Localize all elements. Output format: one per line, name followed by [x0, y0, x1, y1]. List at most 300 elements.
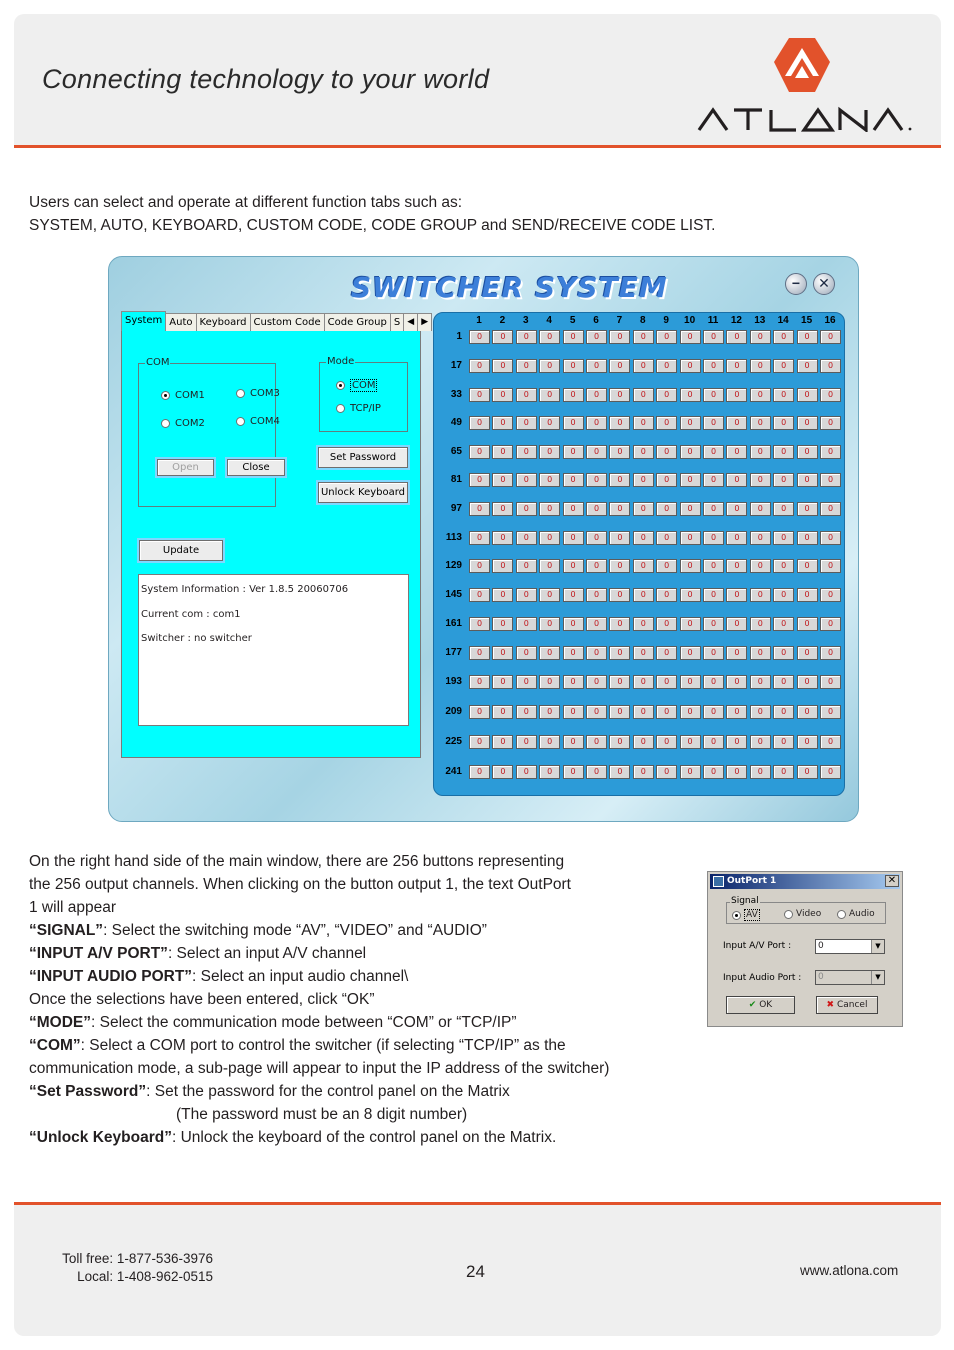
output-channel-button[interactable]: 0 — [820, 359, 841, 373]
output-channel-button[interactable]: 0 — [750, 330, 771, 344]
output-channel-button[interactable]: 0 — [539, 617, 560, 631]
output-channel-button[interactable]: 0 — [726, 388, 747, 402]
output-channel-button[interactable]: 0 — [586, 646, 607, 660]
output-channel-button[interactable]: 0 — [539, 531, 560, 545]
output-channel-button[interactable]: 0 — [563, 559, 584, 573]
output-channel-button[interactable]: 0 — [703, 359, 724, 373]
output-channel-button[interactable]: 0 — [492, 473, 513, 487]
output-channel-button[interactable]: 0 — [492, 531, 513, 545]
output-channel-button[interactable]: 0 — [586, 617, 607, 631]
output-channel-button[interactable]: 0 — [516, 705, 537, 719]
output-channel-button[interactable]: 0 — [633, 445, 654, 459]
com-group-label: COM — [146, 357, 170, 368]
output-channel-button[interactable]: 0 — [563, 445, 584, 459]
output-channel-button[interactable]: 0 — [516, 588, 537, 602]
set-password-button[interactable]: Set Password — [318, 447, 408, 468]
output-channel-button[interactable]: 0 — [492, 646, 513, 660]
output-channel-button[interactable]: 0 — [609, 675, 630, 689]
output-channel-button[interactable]: 0 — [703, 705, 724, 719]
output-channel-button[interactable]: 0 — [703, 330, 724, 344]
output-channel-button[interactable]: 0 — [516, 330, 537, 344]
output-channel-button[interactable]: 0 — [797, 559, 818, 573]
output-channel-button[interactable]: 0 — [656, 330, 677, 344]
set-password-note: (The password must be an 8 digit number) — [176, 1106, 468, 1123]
output-channel-button[interactable]: 0 — [820, 502, 841, 516]
output-channel-button[interactable]: 0 — [773, 359, 794, 373]
output-channel-button[interactable]: 0 — [633, 646, 654, 660]
output-channel-button[interactable]: 0 — [469, 735, 490, 749]
output-channel-button[interactable]: 0 — [703, 445, 724, 459]
output-channel-button[interactable]: 0 — [633, 473, 654, 487]
output-channel-button[interactable]: 0 — [563, 735, 584, 749]
output-channel-button[interactable]: 0 — [680, 559, 701, 573]
output-channel-button[interactable]: 0 — [797, 359, 818, 373]
output-channel-button[interactable]: 0 — [726, 675, 747, 689]
output-channel-button[interactable]: 0 — [492, 705, 513, 719]
dialog-close-icon[interactable]: ✕ — [885, 875, 899, 887]
output-channel-button[interactable]: 0 — [750, 735, 771, 749]
output-channel-button[interactable]: 0 — [797, 388, 818, 402]
output-channel-button[interactable]: 0 — [539, 502, 560, 516]
output-channel-button[interactable]: 0 — [586, 359, 607, 373]
tab-send-receive[interactable]: S — [390, 313, 404, 331]
output-channel-button[interactable]: 0 — [539, 416, 560, 430]
output-channel-button[interactable]: 0 — [750, 559, 771, 573]
output-channel-button[interactable]: 0 — [773, 646, 794, 660]
output-channel-button[interactable]: 0 — [726, 559, 747, 573]
output-channel-button[interactable]: 0 — [539, 588, 560, 602]
output-channel-button[interactable]: 0 — [726, 473, 747, 487]
output-channel-button[interactable]: 0 — [469, 473, 490, 487]
output-channel-button[interactable]: 0 — [609, 646, 630, 660]
output-channel-button[interactable]: 0 — [469, 588, 490, 602]
output-channel-button[interactable]: 0 — [516, 559, 537, 573]
tab-auto[interactable]: Auto — [165, 313, 196, 331]
output-channel-button[interactable]: 0 — [750, 646, 771, 660]
output-channel-button[interactable]: 0 — [773, 416, 794, 430]
output-channel-button[interactable]: 0 — [750, 502, 771, 516]
output-channel-button[interactable]: 0 — [773, 675, 794, 689]
com1-radio[interactable]: COM1 — [161, 390, 205, 401]
output-channel-button[interactable]: 0 — [820, 705, 841, 719]
signal-av-radio[interactable]: AV — [732, 909, 760, 921]
output-channel-button[interactable]: 0 — [539, 735, 560, 749]
output-channel-button[interactable]: 0 — [750, 388, 771, 402]
output-channel-button[interactable]: 0 — [773, 531, 794, 545]
output-channel-button[interactable]: 0 — [586, 445, 607, 459]
output-channel-button[interactable]: 0 — [539, 765, 560, 779]
output-channel-button[interactable]: 0 — [563, 502, 584, 516]
output-channel-button[interactable]: 0 — [820, 675, 841, 689]
output-channel-button[interactable]: 0 — [633, 416, 654, 430]
output-channel-button[interactable]: 0 — [680, 416, 701, 430]
output-channel-button[interactable]: 0 — [469, 617, 490, 631]
output-channel-button[interactable]: 0 — [492, 735, 513, 749]
output-channel-button[interactable]: 0 — [656, 359, 677, 373]
output-channel-button[interactable]: 0 — [633, 705, 654, 719]
output-channel-button[interactable]: 0 — [586, 588, 607, 602]
output-channel-button[interactable]: 0 — [703, 646, 724, 660]
output-channel-button[interactable]: 0 — [539, 359, 560, 373]
output-channel-button[interactable]: 0 — [703, 735, 724, 749]
output-channel-button[interactable]: 0 — [609, 617, 630, 631]
output-channel-button[interactable]: 0 — [726, 765, 747, 779]
output-channel-button[interactable]: 0 — [563, 359, 584, 373]
output-channel-button[interactable]: 0 — [633, 531, 654, 545]
tab-custom-code[interactable]: Custom Code — [250, 313, 325, 331]
output-channel-button[interactable]: 0 — [586, 388, 607, 402]
output-channel-button[interactable]: 0 — [469, 559, 490, 573]
output-channel-button[interactable]: 0 — [820, 531, 841, 545]
output-channel-button[interactable]: 0 — [492, 359, 513, 373]
output-channel-button[interactable]: 0 — [609, 531, 630, 545]
output-channel-button[interactable]: 0 — [820, 735, 841, 749]
output-channel-button[interactable]: 0 — [680, 617, 701, 631]
dialog-title-bar — [710, 874, 900, 889]
output-channel-button[interactable]: 0 — [563, 330, 584, 344]
website-link[interactable]: www.atlona.com — [800, 1263, 899, 1278]
output-channel-button[interactable]: 0 — [516, 675, 537, 689]
output-channel-button[interactable]: 0 — [492, 416, 513, 430]
output-channel-button[interactable]: 0 — [563, 705, 584, 719]
output-channel-button[interactable]: 0 — [469, 359, 490, 373]
output-channel-button[interactable]: 0 — [563, 388, 584, 402]
output-channel-button[interactable]: 0 — [516, 617, 537, 631]
tagline: Connecting technology to your world — [42, 64, 490, 94]
output-channel-button[interactable]: 0 — [656, 531, 677, 545]
output-channel-button[interactable]: 0 — [609, 416, 630, 430]
output-channel-button[interactable]: 0 — [563, 531, 584, 545]
output-channel-button[interactable]: 0 — [750, 445, 771, 459]
footer-contacts — [35, 1250, 213, 1286]
tab-keyboard[interactable]: Keyboard — [196, 313, 251, 331]
output-channel-button[interactable]: 0 — [492, 502, 513, 516]
output-channel-button[interactable]: 0 — [586, 559, 607, 573]
output-channel-button[interactable]: 0 — [492, 559, 513, 573]
output-channel-button[interactable]: 0 — [516, 502, 537, 516]
output-channel-button[interactable]: 0 — [539, 445, 560, 459]
output-channel-button[interactable]: 0 — [586, 735, 607, 749]
output-channel-button[interactable]: 0 — [680, 445, 701, 459]
column-header: 13 — [754, 315, 766, 326]
output-channel-button[interactable]: 0 — [469, 646, 490, 660]
output-channel-button[interactable]: 0 — [773, 735, 794, 749]
output-channel-button[interactable]: 0 — [656, 502, 677, 516]
output-channel-button[interactable]: 0 — [820, 445, 841, 459]
row-label: 97 — [450, 503, 462, 514]
output-channel-button[interactable]: 0 — [656, 588, 677, 602]
output-channel-button[interactable]: 0 — [586, 502, 607, 516]
output-channel-button[interactable]: 0 — [656, 559, 677, 573]
output-channel-button[interactable]: 0 — [633, 559, 654, 573]
output-channel-button[interactable]: 0 — [797, 735, 818, 749]
output-channel-button[interactable]: 0 — [773, 445, 794, 459]
output-channel-button[interactable]: 0 — [797, 617, 818, 631]
output-channel-button[interactable]: 0 — [703, 502, 724, 516]
output-channel-button[interactable]: 0 — [750, 675, 771, 689]
output-channel-button[interactable]: 0 — [680, 473, 701, 487]
output-channel-button[interactable]: 0 — [703, 588, 724, 602]
output-channel-button[interactable]: 0 — [539, 330, 560, 344]
output-channel-button[interactable]: 0 — [492, 588, 513, 602]
output-channel-button[interactable]: 0 — [726, 646, 747, 660]
output-channel-button[interactable]: 0 — [726, 705, 747, 719]
output-channel-button[interactable]: 0 — [726, 359, 747, 373]
output-channel-button[interactable]: 0 — [539, 473, 560, 487]
output-channel-button[interactable]: 0 — [469, 531, 490, 545]
output-channel-button[interactable]: 0 — [680, 646, 701, 660]
output-channel-button[interactable]: 0 — [492, 445, 513, 459]
output-channel-button[interactable]: 0 — [820, 559, 841, 573]
output-channel-button[interactable]: 0 — [656, 388, 677, 402]
output-channel-button[interactable]: 0 — [703, 559, 724, 573]
output-channel-button[interactable]: 0 — [773, 473, 794, 487]
output-channel-button[interactable]: 0 — [656, 705, 677, 719]
output-channel-button[interactable]: 0 — [539, 675, 560, 689]
mode-tcpip-radio[interactable]: TCP/IP — [336, 403, 381, 414]
output-channel-button[interactable]: 0 — [586, 416, 607, 430]
output-channel-button[interactable]: 0 — [726, 502, 747, 516]
output-channel-button[interactable]: 0 — [609, 502, 630, 516]
output-channel-button[interactable]: 0 — [797, 646, 818, 660]
output-channel-button[interactable]: 0 — [516, 359, 537, 373]
output-channel-button[interactable]: 0 — [750, 359, 771, 373]
output-channel-button[interactable]: 0 — [703, 617, 724, 631]
output-channel-button[interactable]: 0 — [820, 617, 841, 631]
output-channel-button[interactable]: 0 — [773, 330, 794, 344]
output-channel-button[interactable]: 0 — [797, 473, 818, 487]
output-channel-button[interactable]: 0 — [797, 502, 818, 516]
com-desc-2: communication mode, a sub-page will appear to input the IP address of the switcher) — [29, 1060, 610, 1077]
output-channel-button[interactable]: 0 — [656, 473, 677, 487]
output-channel-button[interactable]: 0 — [586, 473, 607, 487]
output-channel-button[interactable]: 0 — [750, 765, 771, 779]
input-av-line — [29, 942, 749, 965]
output-channel-button[interactable]: 0 — [609, 765, 630, 779]
row-label: 209 — [445, 706, 462, 717]
output-channel-button[interactable]: 0 — [563, 675, 584, 689]
close-button[interactable]: Close — [227, 459, 285, 476]
signal-video-radio[interactable]: Video — [784, 909, 821, 919]
mode-com-radio[interactable]: COM — [336, 379, 377, 392]
output-channel-button[interactable]: 0 — [586, 705, 607, 719]
output-channel-button[interactable]: 0 — [563, 588, 584, 602]
output-channel-button[interactable]: 0 — [773, 705, 794, 719]
output-channel-button[interactable]: 0 — [633, 330, 654, 344]
output-channel-button[interactable]: 0 — [609, 388, 630, 402]
output-channel-button[interactable]: 0 — [516, 735, 537, 749]
output-channel-button[interactable]: 0 — [797, 531, 818, 545]
output-channel-button[interactable]: 0 — [820, 588, 841, 602]
output-channel-button[interactable]: 0 — [750, 705, 771, 719]
output-channel-button[interactable]: 0 — [750, 531, 771, 545]
output-channel-button[interactable]: 0 — [750, 416, 771, 430]
output-channel-button[interactable]: 0 — [680, 588, 701, 602]
output-channel-button[interactable]: 0 — [563, 617, 584, 631]
output-channel-button[interactable]: 0 — [703, 675, 724, 689]
output-channel-button[interactable]: 0 — [797, 588, 818, 602]
output-channel-button[interactable]: 0 — [773, 559, 794, 573]
output-channel-button[interactable]: 0 — [516, 388, 537, 402]
input-av-select[interactable]: 0 ▼ — [815, 939, 885, 954]
ok-button[interactable]: ✔ OK — [726, 996, 795, 1014]
output-channel-button[interactable]: 0 — [726, 416, 747, 430]
output-channel-button[interactable]: 0 — [492, 388, 513, 402]
tab-system[interactable]: System — [121, 311, 166, 331]
output-channel-button[interactable]: 0 — [539, 388, 560, 402]
output-channel-button[interactable]: 0 — [539, 646, 560, 660]
output-channel-button[interactable]: 0 — [726, 330, 747, 344]
output-channel-button[interactable]: 0 — [469, 416, 490, 430]
tab-scroll-left-icon[interactable]: ◀ — [403, 313, 418, 331]
output-channel-button[interactable]: 0 — [492, 765, 513, 779]
output-channel-button[interactable]: 0 — [797, 765, 818, 779]
output-channel-button[interactable]: 0 — [633, 675, 654, 689]
com4-radio[interactable]: COM4 — [236, 416, 280, 427]
output-channel-button[interactable]: 0 — [726, 617, 747, 631]
system-info-box[interactable] — [138, 574, 409, 726]
output-channel-button[interactable]: 0 — [586, 765, 607, 779]
minimize-icon[interactable]: − — [785, 273, 807, 295]
output-channel-button[interactable]: 0 — [586, 675, 607, 689]
open-button[interactable]: Open — [157, 459, 214, 476]
output-channel-button[interactable]: 0 — [469, 388, 490, 402]
input-audio-select[interactable]: 0 ▼ — [815, 970, 885, 985]
output-channel-button[interactable]: 0 — [703, 416, 724, 430]
output-channel-button[interactable]: 0 — [726, 445, 747, 459]
output-channel-button[interactable]: 0 — [797, 705, 818, 719]
output-channel-button[interactable]: 0 — [703, 531, 724, 545]
output-channel-button[interactable]: 0 — [609, 359, 630, 373]
output-channel-button[interactable]: 0 — [516, 646, 537, 660]
output-channel-button[interactable]: 0 — [516, 416, 537, 430]
output-channel-button[interactable]: 0 — [633, 617, 654, 631]
output-channel-button[interactable]: 0 — [633, 735, 654, 749]
output-channel-button[interactable]: 0 — [703, 765, 724, 779]
output-channel-button[interactable]: 0 — [656, 416, 677, 430]
output-channel-button[interactable]: 0 — [563, 416, 584, 430]
output-channel-button[interactable]: 0 — [469, 502, 490, 516]
output-channel-button[interactable]: 0 — [773, 765, 794, 779]
output-channel-button[interactable]: 0 — [492, 330, 513, 344]
output-channel-button[interactable]: 0 — [469, 705, 490, 719]
output-channel-button[interactable]: 0 — [820, 765, 841, 779]
close-icon[interactable]: ✕ — [813, 273, 835, 295]
output-channel-button[interactable]: 0 — [609, 445, 630, 459]
output-channel-button[interactable]: 0 — [656, 765, 677, 779]
output-channel-button[interactable]: 0 — [750, 617, 771, 631]
row-label: 113 — [445, 532, 462, 543]
output-channel-button[interactable]: 0 — [539, 705, 560, 719]
output-channel-button[interactable]: 0 — [609, 559, 630, 573]
output-channel-button[interactable]: 0 — [633, 502, 654, 516]
output-channel-button[interactable]: 0 — [609, 705, 630, 719]
tab-scroll-right-icon[interactable]: ▶ — [417, 313, 432, 331]
output-channel-button[interactable]: 0 — [492, 617, 513, 631]
output-channel-button[interactable]: 0 — [609, 330, 630, 344]
output-channel-button[interactable]: 0 — [680, 675, 701, 689]
output-channel-button[interactable]: 0 — [726, 735, 747, 749]
output-channel-button[interactable]: 0 — [820, 330, 841, 344]
output-channel-button[interactable]: 0 — [680, 330, 701, 344]
checkmark-icon: ✔ — [748, 1000, 757, 1010]
output-channel-button[interactable]: 0 — [797, 675, 818, 689]
output-channel-button[interactable]: 0 — [633, 359, 654, 373]
unlock-keyboard-button[interactable]: Unlock Keyboard — [318, 482, 408, 503]
unlock-line — [29, 1126, 749, 1149]
output-channel-button[interactable]: 0 — [586, 330, 607, 344]
output-channel-button[interactable]: 0 — [656, 617, 677, 631]
output-channel-button[interactable]: 0 — [469, 445, 490, 459]
output-channel-button[interactable]: 0 — [656, 735, 677, 749]
output-channel-button[interactable]: 0 — [469, 675, 490, 689]
output-channel-button[interactable]: 0 — [680, 735, 701, 749]
output-channel-button[interactable]: 0 — [726, 531, 747, 545]
output-channel-button[interactable]: 0 — [680, 359, 701, 373]
output-channel-button[interactable]: 0 — [563, 765, 584, 779]
output-channel-button[interactable]: 0 — [609, 588, 630, 602]
output-channel-button[interactable]: 0 — [773, 502, 794, 516]
output-channel-button[interactable]: 0 — [750, 588, 771, 602]
output-channel-button[interactable]: 0 — [680, 765, 701, 779]
output-channel-button[interactable]: 0 — [726, 588, 747, 602]
output-channel-button[interactable]: 0 — [516, 765, 537, 779]
output-channel-button[interactable]: 0 — [656, 646, 677, 660]
output-channel-button[interactable]: 0 — [680, 531, 701, 545]
output-channel-button[interactable]: 0 — [703, 473, 724, 487]
output-channel-button[interactable]: 0 — [750, 473, 771, 487]
output-channel-button[interactable]: 0 — [492, 675, 513, 689]
output-channel-button[interactable]: 0 — [633, 765, 654, 779]
output-channel-button[interactable]: 0 — [680, 388, 701, 402]
output-channel-button[interactable]: 0 — [703, 388, 724, 402]
output-channel-button[interactable]: 0 — [773, 388, 794, 402]
output-channel-button[interactable]: 0 — [516, 473, 537, 487]
output-channel-button[interactable]: 0 — [469, 330, 490, 344]
output-channel-button[interactable]: 0 — [680, 502, 701, 516]
output-channel-button[interactable]: 0 — [633, 588, 654, 602]
output-channel-button[interactable]: 0 — [820, 416, 841, 430]
output-channel-button[interactable]: 0 — [820, 473, 841, 487]
output-channel-button[interactable]: 0 — [797, 330, 818, 344]
com2-radio[interactable]: COM2 — [161, 418, 205, 429]
output-channel-button[interactable]: 0 — [680, 705, 701, 719]
output-channel-button[interactable]: 0 — [797, 416, 818, 430]
tab-code-group[interactable]: Code Group — [324, 313, 391, 331]
output-channel-button[interactable]: 0 — [563, 646, 584, 660]
output-channel-button[interactable]: 0 — [797, 445, 818, 459]
output-channel-button[interactable]: 0 — [609, 735, 630, 749]
update-button[interactable]: Update — [139, 540, 223, 561]
output-channel-button[interactable]: 0 — [609, 473, 630, 487]
output-channel-button[interactable]: 0 — [820, 388, 841, 402]
com3-radio[interactable]: COM3 — [236, 388, 280, 399]
output-channel-button[interactable]: 0 — [820, 646, 841, 660]
output-channel-button[interactable]: 0 — [539, 559, 560, 573]
output-channel-button[interactable]: 0 — [773, 588, 794, 602]
output-channel-button[interactable]: 0 — [516, 531, 537, 545]
output-channel-button[interactable]: 0 — [773, 617, 794, 631]
output-channel-button[interactable]: 0 — [516, 445, 537, 459]
output-channel-button[interactable]: 0 — [633, 388, 654, 402]
output-channel-button[interactable]: 0 — [563, 473, 584, 487]
output-channel-button[interactable]: 0 — [656, 445, 677, 459]
signal-audio-radio[interactable]: Audio — [837, 909, 875, 919]
output-channel-button[interactable]: 0 — [586, 531, 607, 545]
cancel-button[interactable]: ✖ Cancel — [816, 996, 878, 1014]
output-channel-button[interactable]: 0 — [656, 675, 677, 689]
output-channel-button[interactable]: 0 — [469, 765, 490, 779]
